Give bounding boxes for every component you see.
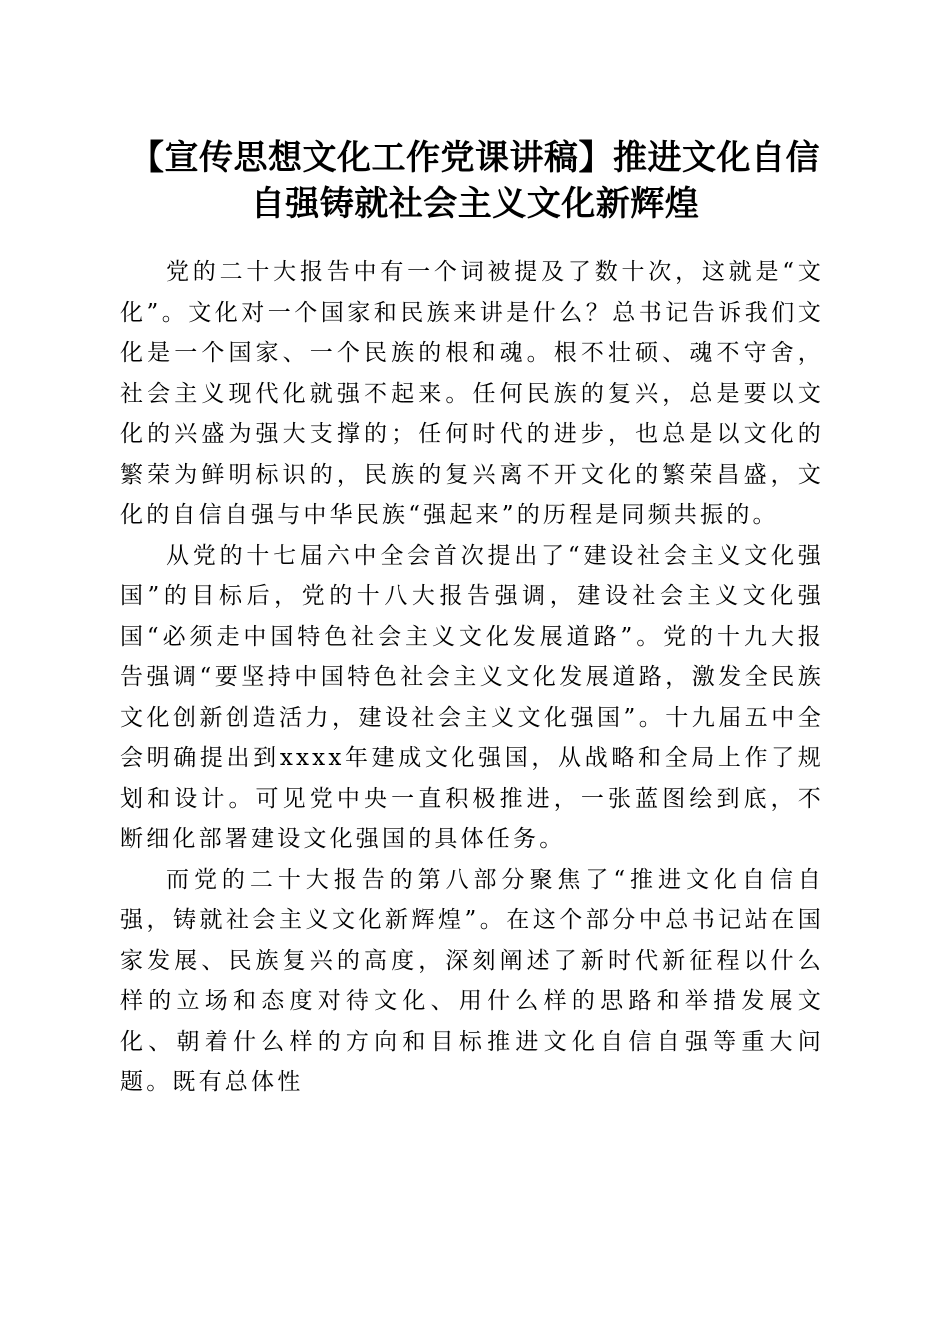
- paragraph-3: 而党的二十大报告的第八部分聚焦了“推进文化自信自强，铸就社会主义文化新辉煌”。在这个部分中总书记站在国家发展、民族复兴的高度，深刻阐述了新时代新征程以什么样的立场和态度对待文化、用什么样的思路和举措发展文化、朝着什么样的方向和目标推进文化自信自强等重大问题。既有总体性: [120, 866, 824, 1095]
- document-title: [100, 135, 850, 227]
- document-body: [120, 252, 824, 1103]
- title-line-1: 【宣传思想文化工作党课讲稿】推进文化自信: [130, 138, 820, 178]
- paragraph-1: 党的二十大报告中有一个词被提及了数十次，这就是“文化”。文化对一个国家和民族来讲是什么？总书记告诉我们文化是一个国家、一个民族的根和魂。根不壮硕、魂不守舍，社会主义现代化就强不起来。任何民族的复兴，总是要以文化的兴盛为强大支撑的；任何时代的进步，也总是以文化的繁荣为鲜明标识的，民族的复兴离不开文化的繁荣昌盛，文化的自信自强与中华民族“强起来”的历程是同频共振的。: [120, 259, 824, 528]
- title-line-2: 自强铸就社会主义文化新辉煌: [250, 184, 700, 224]
- paragraph-2: 从党的十七届六中全会首次提出了“建设社会主义文化强国”的目标后，党的十八大报告强调，建设社会主义文化强国“必须走中国特色社会主义文化发展道路”。党的十九大报告强调“要坚持中国特色社会主义文化发展道路，激发全民族文化创新创造活力，建设社会主义文化强国”。十九届五中全会明确提出到xxxx年建成文化强国，从战略和全局上作了规划和设计。可见党中央一直积极推进，一张蓝图绘到底，不断细化部署建设文化强国的具体任务。: [120, 542, 824, 852]
